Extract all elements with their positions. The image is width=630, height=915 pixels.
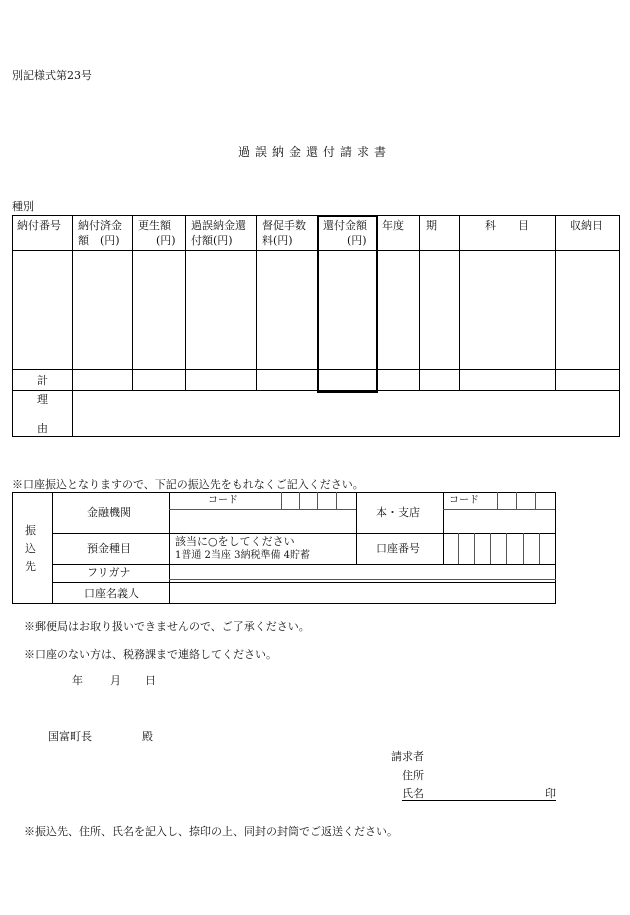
transfer-side-3: 先 bbox=[25, 560, 36, 573]
furigana-label: フリガナ bbox=[87, 566, 131, 579]
footer-note: ※振込先、住所、氏名を記入し、捺印の上、同封の封筒でご返送ください。 bbox=[24, 825, 398, 838]
date-year: 年 bbox=[72, 674, 83, 687]
date-month: 月 bbox=[110, 674, 121, 687]
deposit-type-note: 該当に○をしてください bbox=[175, 535, 295, 548]
claimant-name-label: 氏名 bbox=[402, 787, 424, 800]
form-number: 別記様式第23号 bbox=[12, 69, 92, 82]
branch-label: 本・支店 bbox=[376, 506, 420, 519]
reason-label-1: 理 bbox=[37, 393, 48, 406]
total-label: 計 bbox=[37, 374, 48, 387]
transfer-side-1: 振 bbox=[25, 524, 36, 537]
header-paid-amount: 納付済金 bbox=[78, 219, 122, 232]
header-paid-amount-2: 額 (円) bbox=[78, 234, 120, 247]
header-refund: 還付金額 bbox=[323, 219, 367, 232]
claimant-address-label: 住所 bbox=[402, 769, 424, 782]
header-revised: 更生額 bbox=[138, 219, 171, 232]
header-fee-2: 料(円) bbox=[262, 234, 293, 247]
date-day: 日 bbox=[145, 674, 156, 687]
addressee-honorific: 殿 bbox=[142, 730, 153, 743]
seal-label: 印 bbox=[545, 787, 556, 800]
financial-institution-label: 金融機関 bbox=[87, 506, 131, 519]
header-overpaid: 過誤納金還 bbox=[191, 219, 246, 232]
header-item: 科 目 bbox=[485, 219, 529, 232]
no-account-note: ※口座のない方は、税務課まで連絡してください。 bbox=[24, 648, 277, 661]
header-year: 年度 bbox=[382, 219, 404, 232]
header-receipt-date: 収納日 bbox=[570, 219, 603, 232]
claimant-label: 請求者 bbox=[391, 750, 424, 763]
header-payment-no: 納付番号 bbox=[17, 219, 61, 232]
deposit-type-label: 預金種目 bbox=[87, 542, 131, 555]
post-office-note: ※郵便局はお取り扱いできませんので、ご了承ください。 bbox=[24, 620, 310, 633]
branch-code-label: コード bbox=[449, 495, 479, 506]
account-holder-label: 口座名義人 bbox=[84, 587, 139, 600]
claimant-name-line bbox=[402, 800, 556, 801]
header-revised-2: (円) bbox=[156, 234, 176, 247]
account-number-label: 口座番号 bbox=[376, 542, 420, 555]
header-fee: 督促手数 bbox=[262, 219, 306, 232]
header-period: 期 bbox=[426, 219, 437, 232]
deposit-type-options: 1普通 2当座 3納税準備 4貯蓄 bbox=[175, 550, 310, 561]
type-label: 種別 bbox=[12, 200, 34, 213]
transfer-side-2: 込 bbox=[25, 542, 36, 555]
addressee-name: 国富町長 bbox=[48, 730, 92, 743]
reason-label-2: 由 bbox=[37, 422, 48, 435]
page-title: 過誤納金還付請求書 bbox=[238, 145, 392, 159]
header-refund-2: (円) bbox=[347, 234, 367, 247]
transfer-notice: ※口座振込となりますので、下記の振込先をもれなくご記入ください。 bbox=[12, 478, 364, 491]
bank-code-label: コード bbox=[208, 495, 238, 506]
header-overpaid-2: 付額(円) bbox=[191, 234, 233, 247]
